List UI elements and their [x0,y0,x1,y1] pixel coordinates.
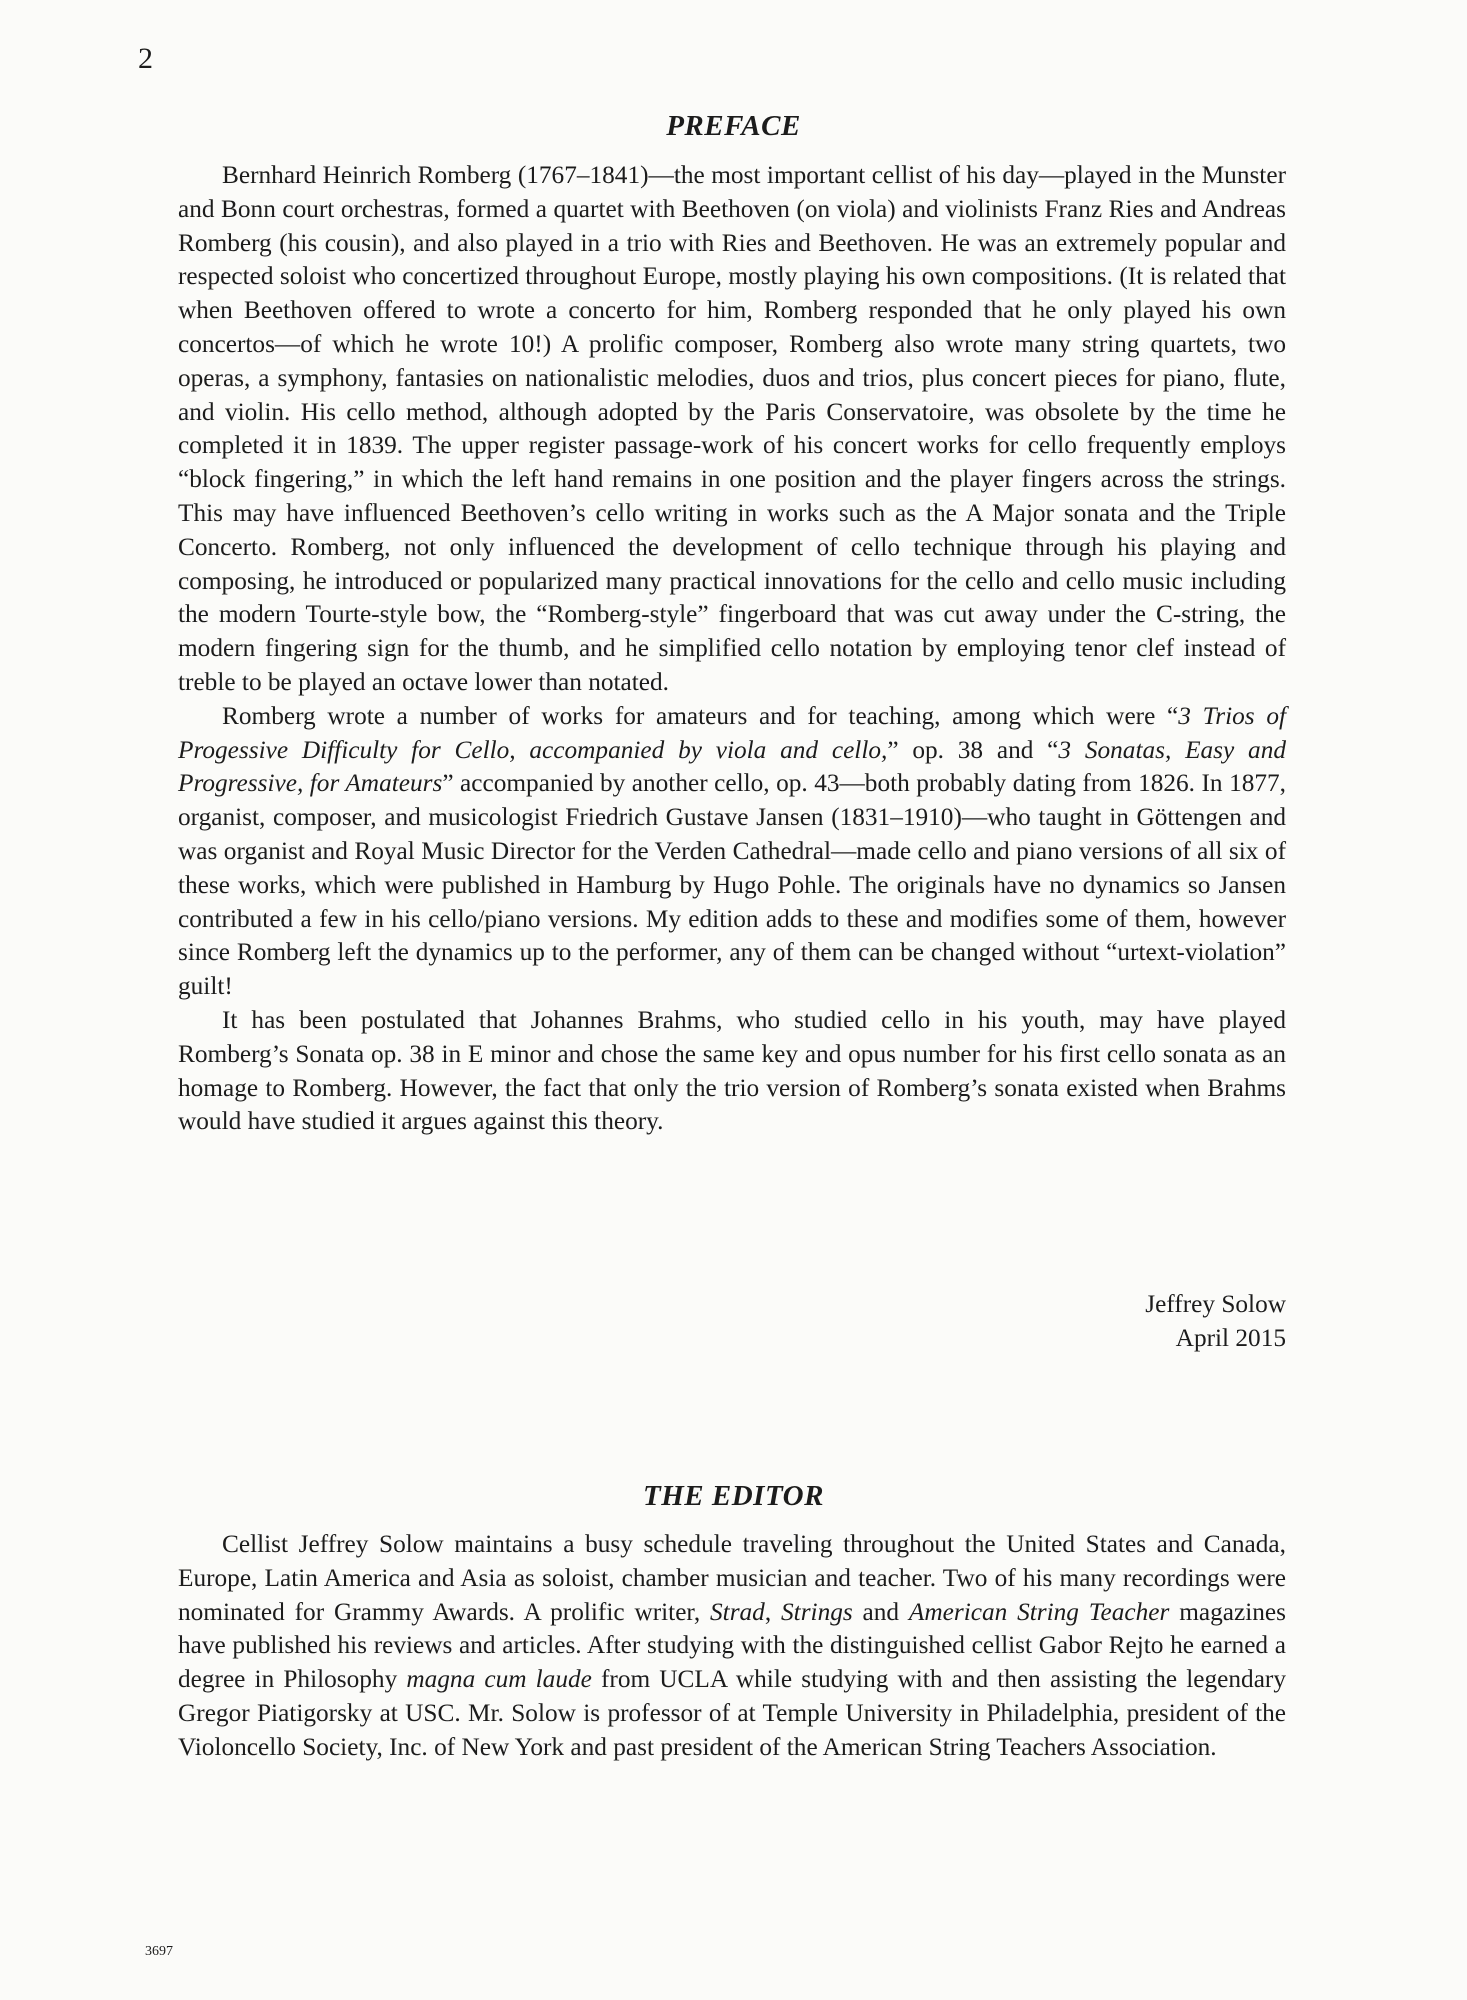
magazine-american-string-teacher: American String Teacher [908,1597,1170,1626]
signature-name: Jeffrey Solow [1145,1290,1286,1318]
signature-date: April 2015 [1175,1324,1286,1352]
magazine-strings: Strings [781,1597,853,1626]
text-run: , [764,1597,782,1626]
preface-paragraph-1: Bernhard Heinrich Romberg (1767–1841)—the most important cellist of his day—played in the Munster and Bonn court orchestras, formed a quartet with Beethoven (on viola) and violinists Franz Ries and Andreas Romberg (his cousin), and also played in a trio with Ries and Beethoven. He was an extremely popular and respected soloist who concertized throughout Europe, mostly playing his own compositions. (It is related that when Beethoven offered to wrote a concerto for him, Romberg responded that he only played his own concertos—of which he wrote 10!) A prolific composer, Romberg also wrote many string quartets, two operas, a symphony, fantasies on nationalistic melodies, duos and trios, plus concert pieces for piano, flute, and violin. His cello method, although adopted by the Paris Conservatoire, was obsolete by the time he completed it in 1839. The upper register passage-work of his concert works for cello frequently employs “block fingering,” in which the left hand remains in one position and the player fingers across the strings. This may have influenced Beethoven’s cello writing in works such as the A Major sonata and the Triple Concerto. Romberg, not only influenced the development of cello technique through his playing and composing, he introduced or popularized many practical innovations for the cello and cello music including the modern Tourte-style bow, the “Romberg-style” fingerboard that was cut away under the C-string, the modern fingering sign for the thumb, and he simplified cello notation by employing tenor clef instead of treble to be played an octave lower than notated. [178,161,1286,696]
text-run: and [852,1597,909,1626]
preface-body [178,159,1286,1139]
text-run: Cellist Jeffrey Solow maintains a busy schedule traveling throughout the United States and Canada, Europe, Latin America and Asia as soloist, chamber musician and teacher. Two of his many recordings were nominated for Grammy Awards. A prolific writer, [178,1530,1286,1626]
magazine-strad: Strad [710,1597,765,1626]
editor-body [178,1528,1286,1765]
editor-paragraph [178,1528,1286,1765]
work-title-trios: 3 Trios of Progessive Difficulty for Cello, accompanied by viola and cello, [178,701,1286,764]
text-run: Romberg wrote a number of works for amateurs and for teaching, among which were “ [222,701,1179,730]
work-title-sonatas: 3 Sonatas, Easy and Progressive, for Amateurs [178,735,1286,798]
preface-paragraph-2 [178,700,1286,1004]
text-run: from UCLA while studying with and then assisting the legendary Gregor Piatigorsky at USC. Mr. Solow is professor of at Temple University in Philadelphia, president of the Violoncello Society, Inc. of New York and past president of the American String Teachers Association. [178,1665,1287,1761]
honors-phrase: magna cum laude [406,1665,592,1694]
text-run: ” accompanied by another cello, op. 43—both probably dating from 1826. In 1877, organist, composer, and musicologist Friedrich Gustave Jansen (1831–1910)—who taught in Göttengen and was organist and Royal Music Director for the Verden Cathedral—made cello and piano versions of all six of these works, which were published in Hamburg by Hugo Pohle. The originals have no dynamics so Jansen contributed a few in his cello/piano versions. My edition adds to these and modifies some of them, however since Romberg left the dynamics up to the performer, any of them can be changed without “urtext-violation” guilt! [178,769,1286,1001]
text-run: magazines have published his reviews and articles. After studying with the distinguished cellist Gabor Rejto he earned a degree in Philosophy [178,1597,1286,1694]
preface-heading: PREFACE [666,110,801,142]
preface-paragraph-3: It has been postulated that Johannes Brahms, who studied cello in his youth, may have played Romberg’s Sonata op. 38 in E minor and chose the same key and opus number for his first cello sonata as an homage to Romberg. However, the fact that only the trio version of Romberg’s sonata existed when Brahms would have studied it argues against this theory. [178,1005,1286,1136]
page-number: 2 [138,42,153,75]
editor-heading: THE EDITOR [643,1480,824,1512]
footer-catalog-number: 3697 [145,1944,173,1959]
text-run: ” op. 38 and “ [887,735,1059,764]
